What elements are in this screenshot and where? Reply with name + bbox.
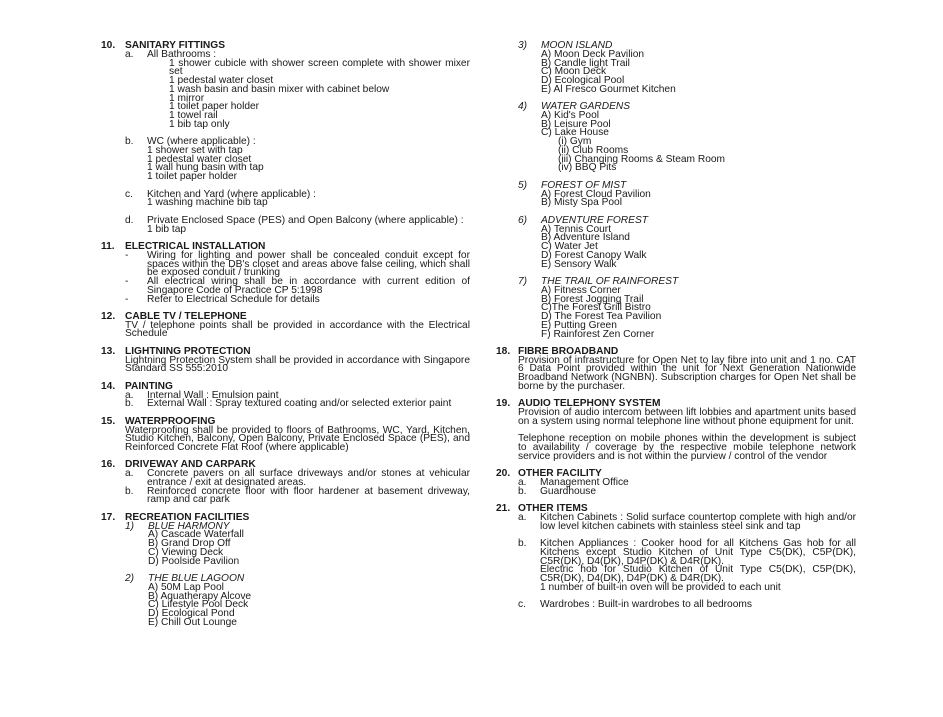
section-title: AUDIO TELEPHONY SYSTEM <box>518 398 661 410</box>
section-number: 19. <box>496 398 511 410</box>
item-heading: WC (where applicable) : <box>147 136 256 148</box>
section-number: 21. <box>496 503 511 515</box>
section-title: OTHER ITEMS <box>518 503 588 515</box>
item-letter: b. <box>125 398 134 410</box>
facility-item: C) Viewing Deck <box>148 546 224 558</box>
facility-list <box>148 531 470 566</box>
item-letter: b. <box>518 538 527 550</box>
facility-list <box>541 48 856 95</box>
recreation-area <box>518 42 856 95</box>
area-number: 2) <box>125 573 135 585</box>
section-other-items <box>496 505 856 610</box>
area-name: FOREST OF MIST <box>541 179 627 191</box>
list-item <box>518 540 856 593</box>
area-name: THE BLUE LAGOON <box>148 573 245 585</box>
sub-facility-list <box>558 138 856 173</box>
item-heading: Private Enclosed Space (PES) and Open Balcony (where applicable) : <box>147 214 464 226</box>
dash-marker: - <box>125 276 129 287</box>
section-title: DRIVEWAY AND CARPARK <box>125 459 256 471</box>
fitting-line: 1 shower set with tap <box>147 144 243 156</box>
item-letter: a. <box>518 511 527 523</box>
facility-item: B) Grand Drop Off <box>148 538 231 550</box>
section-number: 15. <box>101 415 116 427</box>
section-title: CABLE TV / TELEPHONE <box>125 310 247 322</box>
section-text: TV / telephone points shall be provided in accordance with the Electrical Schedule <box>125 319 470 340</box>
item-letter: b. <box>518 485 527 497</box>
facility-item: A) Cascade Waterfall <box>148 529 244 541</box>
section-number: 16. <box>101 459 116 471</box>
list-item <box>125 485 470 506</box>
section-number: 18. <box>496 345 511 357</box>
fitting-line: 1 pedestal water closet <box>147 153 252 165</box>
section-cable-tv-telephone <box>101 310 470 340</box>
facility-item: B) Candle light Trail <box>541 57 630 69</box>
facility-item: B) Adventure Island <box>541 232 630 244</box>
facility-item: B) Forest Jogging Trail <box>541 293 644 305</box>
section-title: ELECTRICAL INSTALLATION <box>125 241 266 252</box>
fitting-line: 1 pedestal water closet <box>169 75 274 86</box>
section-fibre-broadband <box>496 345 856 392</box>
section-number: 13. <box>101 345 116 357</box>
facility-item: D) Ecological Pool <box>541 75 625 86</box>
bullet-text: Wiring for lighting and power shall be concealed conduit except for spaces within the DB's closet and areas above false ceiling, which shall be exposed conduit / trunking <box>147 249 470 279</box>
section-title: FIBRE BROADBAND <box>518 345 619 357</box>
facility-list <box>541 223 856 270</box>
sub-facility-item: (iii) Changing Rooms & Steam Room <box>558 153 726 165</box>
dash-marker: - <box>125 293 129 305</box>
facility-item: E) Al Fresco Gourmet Kitchen <box>541 83 676 95</box>
item-letter: d. <box>125 214 134 226</box>
facility-item: D) The Forest Tea Pavilion <box>541 311 662 322</box>
section-text: Lightning Protection System shall be provided in accordance with Singapore Standard SS 555:2010 <box>125 354 470 375</box>
bullet-text: Refer to Electrical Schedule for details <box>147 293 320 305</box>
facility-list <box>541 109 856 139</box>
facility-item: C) Moon Deck <box>541 66 607 78</box>
right-column <box>496 42 856 619</box>
facility-item: A) Forest Cloud Pavilion <box>541 188 651 200</box>
section-number: 17. <box>101 511 116 523</box>
recreation-area <box>125 520 470 567</box>
item-text: 1 number of built-in oven will be provided to each unit <box>540 581 781 593</box>
item-text: Kitchen Cabinets : Solid surface countertop complete with high and/or low level kitchen cabinets with stainless steel sink and tap <box>540 511 856 532</box>
fitting-line: 1 toilet paper holder <box>147 171 238 183</box>
list-item <box>125 188 470 209</box>
list-item <box>518 511 856 532</box>
fitting-line: 1 bib tap only <box>169 118 230 130</box>
item-letter: a. <box>125 468 134 480</box>
fitting-line: 1 bib tap <box>147 223 187 235</box>
item-text: Kitchen Appliances : Cooker hood for all Kitchens Gas hob for all Kitchens except Studio Kitchen of Unit Type C5(DK), C5P(DK), C5R(DK), D4(DK), D4P(DK) & D4R(DK). <box>540 538 856 567</box>
area-name: BLUE HARMONY <box>148 520 230 532</box>
facility-item: A) 50M Lap Pool <box>148 581 224 593</box>
section-number: 10. <box>101 40 116 51</box>
area-number: 4) <box>518 101 528 113</box>
facility-item: F) Rainforest Zen Corner <box>541 328 655 340</box>
fitting-line: 1 towel rail <box>169 110 218 121</box>
item-text: Wardrobes : Built-in wardrobes to all bedrooms <box>540 599 752 611</box>
sub-facility-item: (i) Gym <box>558 136 592 148</box>
section-title: LIGHTNING PROTECTION <box>125 345 251 357</box>
sub-facility-item: (ii) Club Rooms <box>558 144 629 156</box>
section-recreation-facilities <box>101 511 470 628</box>
recreation-areas-continued <box>496 42 856 339</box>
bullet-item <box>125 293 470 305</box>
section-title: WATERPROOFING <box>125 415 216 427</box>
section-text: Telephone reception on mobile phones within the development is subject to availability / coverage by the respective mobile telephone network service providers and is not within the purview / control of the vendor <box>518 433 856 462</box>
area-number: 3) <box>518 40 528 51</box>
item-text: Concrete pavers on all surface driveways and/or stones at vehicular entrance / exit at designated areas. <box>147 468 470 488</box>
item-letter: b. <box>125 485 134 497</box>
facility-item: C) Lake House <box>541 127 609 139</box>
item-text: Electric hob for Studio Kitchen of Unit Type C5(DK), C5P(DK), C5R(DK), D4(DK), D4P(DK) & D4R(DK). <box>540 564 856 585</box>
fitting-line: 1 wall hung basin with tap <box>147 162 264 174</box>
facility-item: D) Forest Canopy Walk <box>541 249 647 261</box>
area-number: 7) <box>518 276 528 287</box>
section-waterproofing <box>101 415 470 453</box>
facility-item: D) Poolside Pavilion <box>148 555 240 567</box>
bullet-item <box>125 249 470 279</box>
fitting-line: 1 mirror <box>169 92 205 104</box>
list-item <box>125 214 470 235</box>
section-number: 11. <box>101 241 115 252</box>
facility-item: B) Aquatherapy Alcove <box>148 590 252 602</box>
left-column <box>101 42 470 636</box>
item-letter: c. <box>125 188 133 200</box>
bullet-text: All electrical wiring shall be in accordance with current edition of Singapore Code of Practice CP 5:1998 <box>147 276 470 296</box>
facility-list <box>541 188 856 209</box>
list-item <box>518 601 856 610</box>
section-audio-telephony-system <box>496 400 856 461</box>
facility-item: A) Kid's Pool <box>541 109 600 121</box>
section-number: 12. <box>101 310 116 322</box>
facility-item: A) Tennis Court <box>541 223 612 235</box>
list-item <box>518 485 856 497</box>
section-number: 20. <box>496 468 511 480</box>
section-text: Provision of infrastructure for Open Net to lay fibre into unit and 1 no. CAT 6 Data Point provided within the unit for Next Generation Nationwide Broadband Network (NGNBN). Subscription charges for Open Net shall be borne by the purchaser. <box>518 354 856 392</box>
list-item <box>125 48 470 130</box>
item-letter: c. <box>518 599 526 611</box>
item-letter: a. <box>125 48 134 60</box>
section-driveway-carpark <box>101 461 470 505</box>
recreation-area <box>518 278 856 339</box>
section-electrical-installation <box>101 243 470 304</box>
section-title: SANITARY FITTINGS <box>125 40 225 51</box>
item-letter: b. <box>125 136 134 148</box>
area-name: WATER GARDENS <box>541 101 631 113</box>
recreation-area <box>518 179 856 209</box>
section-text: Provision of audio intercom between lift lobbies and apartment units based on a system using normal telephone line without phone equipment for unit. <box>518 407 856 427</box>
facility-item: A) Moon Deck Pavilion <box>541 48 645 60</box>
facility-item: D) Ecological Pond <box>148 608 235 620</box>
list-item <box>125 138 470 182</box>
item-text: Reinforced concrete floor with floor hardener at basement driveway, ramp and car park <box>147 485 470 506</box>
area-name: ADVENTURE FOREST <box>541 214 648 226</box>
fitting-line: 1 toilet paper holder <box>169 101 260 113</box>
item-heading: Kitchen and Yard (where applicable) : <box>147 188 316 200</box>
dash-marker: - <box>125 249 129 261</box>
item-text: Management Office <box>540 477 629 488</box>
facility-item: C)The Forest Grill Bistro <box>541 302 651 314</box>
fitting-line: 1 shower cubicle with shower screen complete with shower mixer set <box>169 57 470 78</box>
facility-item: A) Fitness Corner <box>541 284 621 296</box>
section-sanitary-fittings <box>101 42 470 234</box>
section-lightning-protection <box>101 345 470 375</box>
list-item <box>125 400 470 409</box>
recreation-area <box>518 103 856 173</box>
section-title: OTHER FACILITY <box>518 468 602 480</box>
item-text: Guardhouse <box>540 485 597 497</box>
area-number: 1) <box>125 520 135 532</box>
fitting-line: 1 washing machine bib tap <box>147 197 268 209</box>
section-other-facility <box>496 470 856 496</box>
facility-item: E) Chill Out Lounge <box>148 616 237 628</box>
sub-facility-item: (iv) BBQ Pits <box>558 162 617 174</box>
facility-item: C) Lifestyle Pool Deck <box>148 599 249 611</box>
facility-item: B) Leisure Pool <box>541 118 611 130</box>
fitting-line: 1 wash basin and basin mixer with cabinet below <box>169 83 390 95</box>
facility-item: C) Water Jet <box>541 241 598 253</box>
facility-list <box>541 284 856 340</box>
area-number: 6) <box>518 214 528 226</box>
area-name: THE TRAIL OF RAINFOREST <box>541 276 679 287</box>
section-title: PAINTING <box>125 380 173 392</box>
facility-item: B) Misty Spa Pool <box>541 197 622 209</box>
section-title: RECREATION FACILITIES <box>125 511 250 523</box>
item-text: Internal Wall : Emulsion paint <box>147 389 279 401</box>
area-number: 5) <box>518 179 528 191</box>
facility-item: E) Sensory Walk <box>541 258 617 270</box>
item-text: External Wall : Spray textured coating and/or selected exterior paint <box>147 398 452 410</box>
item-heading: All Bathrooms : <box>147 48 217 60</box>
recreation-area <box>518 214 856 270</box>
section-text: Waterproofing shall be provided to floors of Bathrooms, WC, Yard, Kitchen, Studio Kitchen, Balcony, Open Balcony, Private Enclosed Space (PES), and Reinforced Concrete Flat Roof (where applicable) <box>125 424 470 453</box>
item-letter: a. <box>125 389 134 401</box>
facility-list <box>148 581 470 628</box>
facility-item: E) Putting Green <box>541 319 617 331</box>
section-painting <box>101 380 470 410</box>
area-name: MOON ISLAND <box>541 40 613 51</box>
recreation-area <box>125 575 470 628</box>
fitting-list <box>169 57 470 130</box>
section-number: 14. <box>101 380 116 392</box>
item-letter: a. <box>518 477 527 488</box>
bullet-item <box>125 278 470 296</box>
